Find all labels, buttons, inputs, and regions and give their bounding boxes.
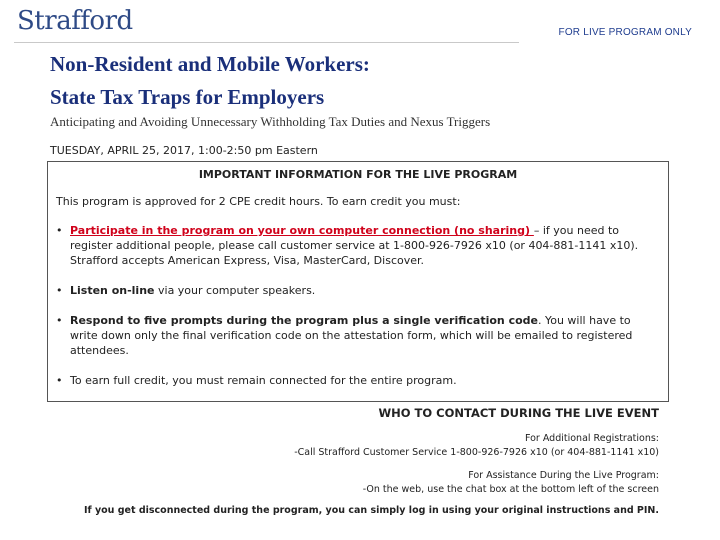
list-item-text: . You will have to write down only the final verification code on the attestation form, which will be emailed to registered attendees. (70, 314, 633, 357)
important-info-box (47, 161, 669, 402)
list-item-text: via your computer speakers. (154, 284, 316, 297)
registrations-label: For Additional Registrations: (524, 433, 659, 444)
bullet-icon: • (56, 374, 63, 387)
list-item-bold: Respond to five prompts during the program plus a single verification code (70, 314, 538, 327)
list-item-bold: Listen on-line (70, 284, 155, 297)
important-info-heading: IMPORTANT INFORMATION FOR THE LIVE PROGRAM (198, 168, 518, 181)
header-divider (14, 42, 519, 43)
assistance-label: For Assistance During the Live Program: (468, 470, 659, 481)
list-item (56, 313, 660, 358)
list-item (56, 373, 660, 388)
requirements-list (56, 223, 660, 388)
list-item-text: To earn full credit, you must remain connected for the entire program. (70, 374, 457, 387)
page-title-line-1: Non-Resident and Mobile Workers: (50, 52, 370, 76)
strafford-logo: Strafford (17, 6, 133, 36)
bullet-icon: • (56, 314, 63, 327)
disconnected-note: If you get disconnected during the program, you can simply log in using your original instructions and PIN. (83, 505, 659, 516)
program-date: TUESDAY, APRIL 25, 2017, 1:00-2:50 pm Eastern (50, 144, 318, 157)
live-program-tagline: FOR LIVE PROGRAM ONLY (558, 27, 692, 38)
credit-intro: This program is approved for 2 CPE credit hours. To earn credit you must: (56, 195, 461, 208)
page-subtitle: Anticipating and Avoiding Unnecessary Withholding Tax Duties and Nexus Triggers (50, 114, 491, 129)
bullet-icon: • (56, 284, 63, 297)
list-item (56, 223, 660, 268)
list-item (56, 283, 660, 298)
contact-heading: WHO TO CONTACT DURING THE LIVE EVENT (378, 406, 659, 420)
participate-link[interactable]: Participate in the program on your own computer connection (no sharing) (70, 224, 534, 237)
registrations-text: -Call Strafford Customer Service 1-800-926-7926 x10 (or 404-881-1141 x10) (294, 447, 659, 458)
list-item-text: – if you need to register additional people, please call customer service at 1-800-926-7926 x10 (or 404-881-1141 x10). Strafford accepts American Express, Visa, MasterCard, Discover. (70, 224, 639, 267)
assistance-text: -On the web, use the chat box at the bottom left of the screen (362, 484, 659, 495)
page-title-line-2: State Tax Traps for Employers (50, 85, 325, 109)
bullet-icon: • (56, 224, 63, 237)
